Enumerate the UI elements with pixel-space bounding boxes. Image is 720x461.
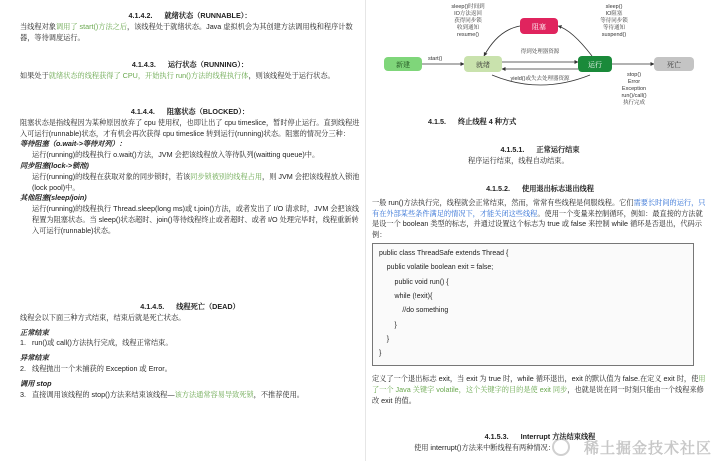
code-line: }: [379, 336, 390, 344]
edge-label-start: start(): [428, 56, 443, 62]
code-line: //do something: [379, 307, 449, 315]
edge-label-line: 等待同步锁: [600, 18, 628, 24]
interrupt-paragraph: 使用 interrupt()方法来中断线程有两种情况：: [414, 442, 555, 452]
edge-label-line: Exception: [621, 86, 647, 92]
after-code-text: [372, 374, 708, 406]
other-block-title: 其他阻塞(sleep/join): [20, 193, 87, 203]
section-heading: 4.1.4.5. 线程死亡（DEAD）: [140, 302, 240, 311]
normal-end-title: 正常结束: [20, 327, 49, 337]
stop-end-list: [20, 390, 360, 401]
code-line: public class ThreadSafe extends Thread {: [379, 250, 509, 257]
code-block: [372, 243, 694, 366]
section-heading: 4.1.5.1. 正常运行结束: [500, 145, 580, 154]
code-line: public volatile boolean exit = false;: [379, 264, 494, 272]
list-item: 3. 直接调用该线程的 stop()方法来结束该线程—该方法通常容易导致死锁，不推荐使用。: [20, 389, 304, 399]
section-normal-end: [372, 145, 708, 167]
edge-label-line: suspend(): [601, 32, 627, 38]
label-dead: 死亡: [667, 62, 681, 69]
edge-label-line: sleep()时间到: [451, 4, 485, 10]
list-item: 1. run()或 call()方法执行完成，线程正常结束。: [20, 338, 173, 348]
edge-label-left-top: [451, 2, 485, 38]
normal-end-list: [20, 338, 360, 349]
exception-end-title: 异常结束: [20, 353, 49, 363]
edge-label-line: 收到通知: [456, 25, 480, 31]
code-line: while (!exit){: [379, 293, 433, 301]
exception-end-list: [20, 364, 360, 375]
edge-label-right-bottom: [621, 72, 646, 106]
label-blocked: 阻塞: [532, 24, 546, 31]
edge-label-line: 等待通知: [602, 25, 626, 31]
section-terminate: [372, 117, 708, 128]
edge-label-line: stop(): [626, 72, 642, 78]
edge-label-line: 执行完成: [622, 100, 646, 106]
edge-label-right-top: [600, 4, 628, 38]
edge-label-line: IO阻塞: [605, 11, 623, 17]
edge-label-line: resume(): [456, 32, 480, 38]
runnable-paragraph: 当线程对象调用了 start()方法之后，该线程处于就绪状态。Java 虚拟机会为其创建方法调用栈和程序计数器，等待调度运行。: [20, 21, 353, 42]
dead-intro: 线程会以下面三种方式结束，结束后就是死亡状态。: [20, 312, 186, 322]
section-heading: 4.1.4.4. 阻塞状态（BLOCKED）：: [130, 107, 250, 116]
other-block-text: 运行(running)的线程执行 Thread.sleep(long ms)或 t.join()方法，或者发出了 I/O 请求时，JVM 会把该线程置为阻塞状态。当 sleep()状态超时、join()等待线程终止或者超时、或者 I/O 处理完毕时，线程重新转入可运行(runnable)状态。: [32, 204, 360, 235]
edge-label-line: sleep(): [605, 4, 623, 10]
edge-label-line: run()/call(): [621, 93, 647, 99]
code-line: public void run() {: [379, 278, 449, 286]
sync-block-title: 同步阻塞(lock->锁池): [20, 160, 89, 170]
section-heading: 4.1.5.3. Interrupt 方法结束线程: [484, 432, 596, 441]
column-divider: [365, 0, 366, 461]
label-new: 新建: [396, 62, 410, 69]
edge-label-line: 获得同步锁: [454, 18, 482, 24]
edge-label-get-cpu: 得到处理器资源: [520, 49, 560, 55]
normal-end-paragraph: 程序运行结束，线程自动结束。: [468, 155, 569, 165]
stop-end-title: 调用 stop: [20, 378, 52, 388]
volatile-paragraph: 定义了一个退出标志 exit，当 exit 为 true 时，while 循环退出，exit 的默认值为 false.在定义 exit 时，使用了一个 Java 关键字 volatile，这个关键字的目的是使 exit 同步，也就是说在同一时刻只能由一个线程来修改 exit 的值。: [372, 374, 706, 405]
section-blocked: [20, 107, 360, 237]
section-runnable: [20, 11, 360, 43]
watermark-logo-icon: [552, 438, 570, 456]
section-heading: 4.1.4.2. 就绪状态（RUNNABLE）：: [128, 11, 252, 20]
label-ready: 就绪: [476, 62, 490, 69]
code-line: }: [379, 350, 382, 358]
section-dead: [20, 302, 360, 400]
blocked-paragraph: 阻塞状态是指线程因为某种原因放弃了 cpu 使用权，也即让出了 cpu timeslice，暂时停止运行。直到线程进入可运行(runnable)状态，才有机会再次获得 cpu timeslice 转到运行(running)状态。阻塞的情况分三种：: [20, 117, 360, 138]
edge-label-yield: yield()或失去处理器资源: [510, 76, 570, 82]
exit-flag-paragraph: 一般 run()方法执行完，线程就会正常结束，然而，常常有些线程是伺服线程。它们需要长时间的运行，只有在外部某些条件满足的情况下，才能关闭这些线程。使用一个变量来控制循环，例如：最直接的方法就是设一个 boolean 类型的标志，并通过设置这个标志为 true 或 false 来控制 while 循环是否退出，代码示例：: [372, 197, 706, 240]
wait-block-title: 等待阻塞（o.wait->等待对列）：: [20, 139, 127, 149]
sync-block-text: 运行(running)的线程在获取对象的同步锁时，若该同步锁被别的线程占用，则 JVM 会把该线程放入锁池(lock pool)中。: [32, 171, 360, 192]
watermark: 稀土掘金技术社区: [583, 438, 712, 457]
section-exit-flag: [372, 184, 708, 241]
running-paragraph: 如果处于就绪状态的线程获得了 CPU，开始执行 run()方法的线程执行体，则该线程处于运行状态。: [20, 70, 335, 80]
code-listing: [372, 243, 694, 366]
section-heading: 4.1.5.2. 使用退出标志退出线程: [486, 184, 594, 193]
edge-label-line: IO方法返回: [454, 11, 482, 17]
list-item: 2. 线程抛出一个未捕获的 Exception 或 Error。: [20, 363, 172, 373]
section-heading: 4.1.4.3. 运行状态（RUNNING）：: [131, 60, 249, 69]
section-heading: 4.1.5. 终止线程 4 种方式: [428, 117, 517, 126]
wait-block-text: 运行(running)的线程执行 o.wait()方法，JVM 会把该线程放入等待队列(waitting queue)中。: [32, 150, 320, 160]
edge-label-line: Error: [627, 79, 641, 85]
section-running: [20, 60, 360, 82]
thread-state-diagram: [372, 0, 708, 112]
label-running: 运行: [588, 62, 602, 69]
code-line: }: [379, 321, 397, 329]
